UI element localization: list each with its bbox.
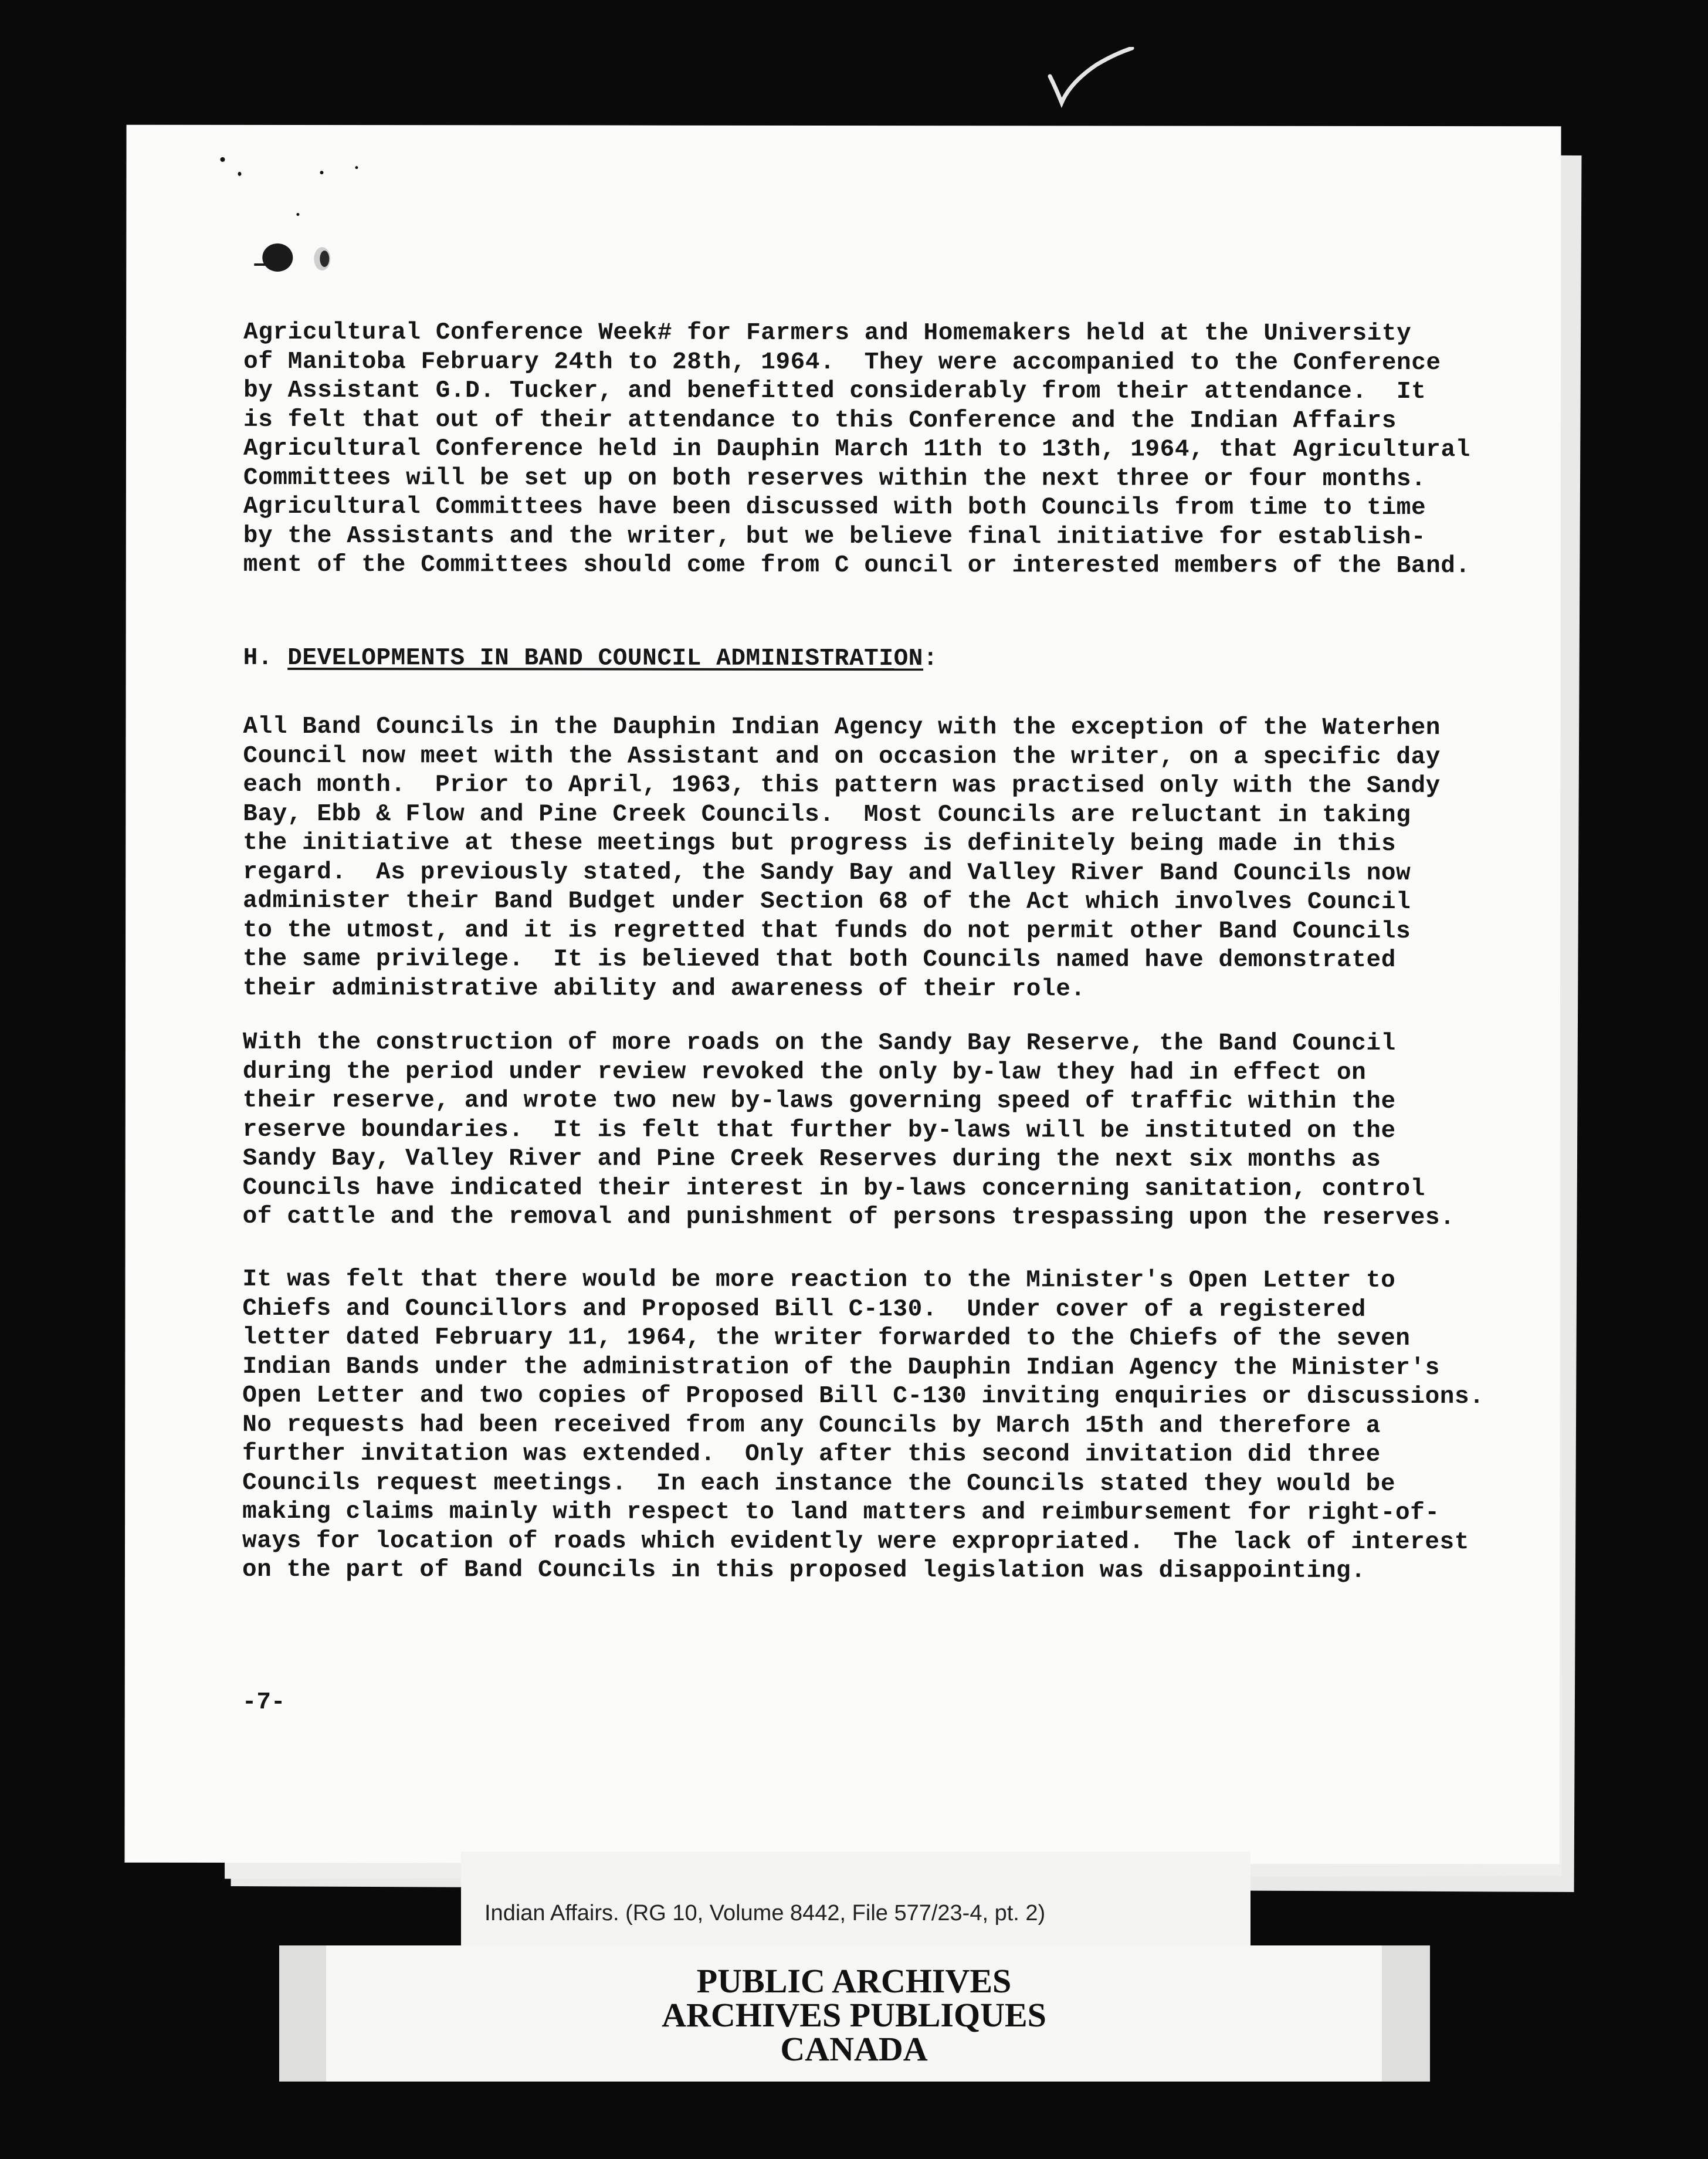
archive-stamp-text: [326, 1964, 1382, 2066]
archive-citation: Indian Affairs. (RG 10, Volume 8442, File 577/23-4, pt. 2): [484, 1901, 1046, 1925]
text-line: Agricultural Committees have been discussed with both Councils from time to time: [243, 493, 1426, 522]
speck: [220, 157, 225, 162]
text-line: by Assistant G.D. Tucker, and benefitted considerably from their attendance. It: [243, 377, 1426, 406]
speck: [296, 213, 299, 216]
archive-stamp-inner: [326, 1945, 1382, 2082]
text-line: Bay, Ebb & Flow and Pine Creek Councils. Most Councils are reluctant in taking: [243, 800, 1411, 829]
section-heading: [243, 645, 938, 672]
text-line: further invitation was extended. Only after this second invitation did three: [242, 1440, 1381, 1468]
check-mark-icon: [1044, 47, 1138, 111]
text-line: Council now meet with the Assistant and on occasion the writer, on a specific day: [243, 742, 1441, 771]
text-line: each month. Prior to April, 1963, this pattern was practised only with the Sandy: [243, 771, 1441, 800]
text-line: making claims mainly with respect to land matters and reimbursement for right-of-: [242, 1498, 1440, 1527]
text-line: is felt that out of their attendance to this Conference and the Indian Affairs: [243, 406, 1397, 435]
speck: [320, 171, 323, 174]
text-line: Agricultural Conference Week# for Farmers and Homemakers held at the University: [243, 319, 1412, 348]
archive-line-country: CANADA: [780, 2030, 928, 2068]
text-line: Open Letter and two copies of Proposed Bill C-130 inviting enquiries or discussions.: [242, 1382, 1485, 1411]
text-line: ment of the Committees should come from C ouncil or interested members of the Band.: [243, 551, 1470, 580]
text-line: letter dated February 11, 1964, the writer forwarded to the Chiefs of the seven: [242, 1324, 1411, 1353]
text-line: Committees will be set up on both reserves within the next three or four months.: [243, 464, 1426, 493]
archive-line-english: PUBLIC ARCHIVES: [696, 1962, 1012, 2000]
text-line: Indian Bands under the administration of the Dauphin Indian Agency the Minister's: [242, 1353, 1440, 1382]
heading-prefix: H.: [243, 644, 288, 672]
punch-mark-icon: [253, 236, 335, 278]
text-line: on the part of Band Councils in this proposed legislation was disappointing.: [242, 1556, 1366, 1585]
text-line: of Manitoba February 24th to 28th, 1964. They were accompanied to the Conference: [243, 348, 1441, 377]
archive-citation-label: [461, 1852, 1250, 1945]
text-line: ways for location of roads which evidently were expropriated. The lack of interest: [242, 1527, 1469, 1556]
paragraph-band-councils: [243, 713, 1487, 1004]
text-line: With the construction of more roads on the Sandy Bay Reserve, the Band Council: [242, 1028, 1396, 1057]
archive-line-french: ARCHIVES PUBLIQUES: [662, 1996, 1046, 2034]
text-line: the initiative at these meetings but progress is definitely being made in this: [243, 829, 1397, 858]
text-line: It was felt that there would be more reaction to the Minister's Open Letter to: [242, 1265, 1396, 1294]
speck: [355, 166, 358, 169]
heading-title: DEVELOPMENTS IN BAND COUNCIL ADMINISTRATION: [287, 645, 924, 673]
text-line: No requests had been received from any Councils by March 15th and therefore a: [242, 1411, 1381, 1440]
text-line: administer their Band Budget under Section 68 of the Act which involves Council: [243, 887, 1411, 916]
text-line: Chiefs and Councillors and Proposed Bill C-130. Under cover of a registered: [242, 1295, 1366, 1324]
text-line: the same privilege. It is believed that both Councils named have demonstrated: [243, 945, 1397, 974]
text-line: Agricultural Conference held in Dauphin March 11th to 13th, 1964, that Agricultural: [243, 435, 1470, 464]
text-line: reserve boundaries. It is felt that further by-laws will be instituted on the: [242, 1116, 1396, 1145]
text-line: to the utmost, and it is regretted that funds do not permit other Band Councils: [243, 916, 1411, 945]
text-line: All Band Councils in the Dauphin Indian Agency with the exception of the Waterhen: [243, 713, 1441, 742]
archive-stamp: [279, 1945, 1430, 2082]
text-line: Councils request meetings. In each instance the Councils stated they would be: [242, 1469, 1396, 1498]
heading-suffix: :: [923, 645, 938, 673]
top-paragraph: [243, 319, 1487, 581]
text-line: regard. As previously stated, the Sandy Bay and Valley River Band Councils now: [243, 858, 1411, 887]
paragraph-by-laws: [243, 1028, 1486, 1233]
text-line: Councils have indicated their interest in by-laws concerning sanitation, control: [242, 1174, 1426, 1203]
text-line: of cattle and the removal and punishment of persons trespassing upon the reserves.: [242, 1203, 1455, 1232]
text-line: Sandy Bay, Valley River and Pine Creek Reserves during the next six months as: [242, 1145, 1381, 1173]
page-number: -7-: [242, 1688, 286, 1717]
text-line: during the period under review revoked the only by-law they had in effect on: [242, 1058, 1367, 1087]
document-page: [124, 125, 1561, 1864]
text-line: their administrative ability and awareness of their role.: [242, 974, 1086, 1003]
text-line: by the Assistants and the writer, but we believe final initiative for establish-: [243, 522, 1426, 551]
paragraph-open-letter: [242, 1265, 1486, 1586]
text-line: their reserve, and wrote two new by-laws governing speed of traffic within the: [242, 1087, 1396, 1115]
speck: [238, 172, 241, 176]
